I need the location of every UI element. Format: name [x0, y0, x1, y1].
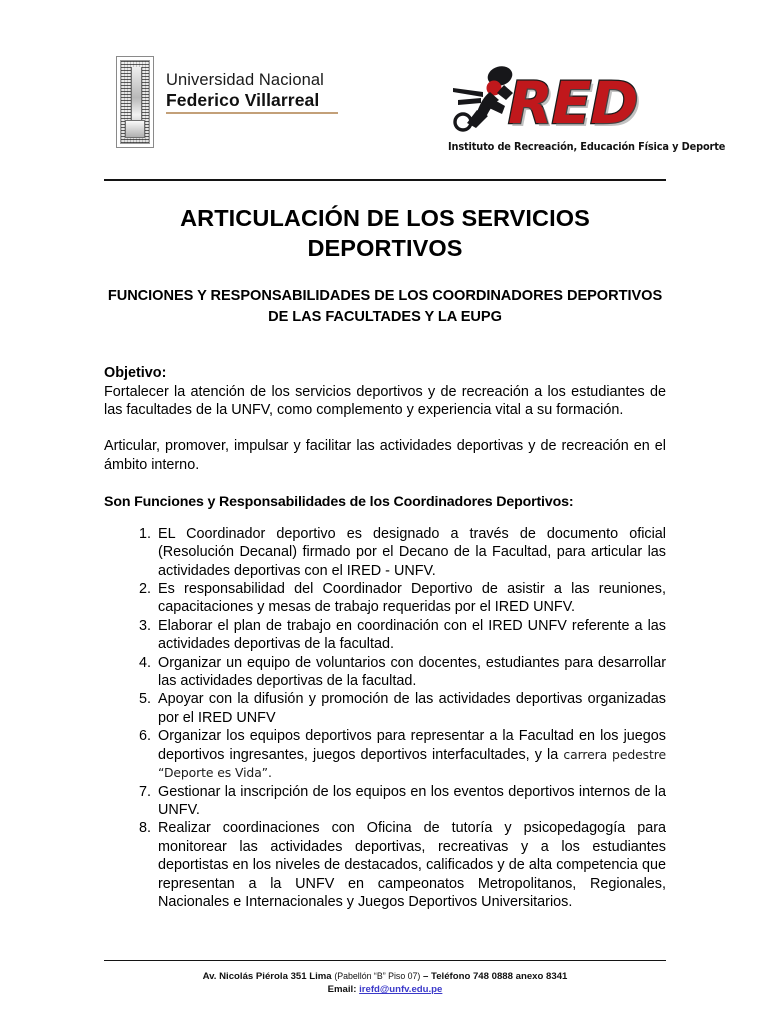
document-header: [104, 52, 726, 170]
list-item: [158, 727, 666, 782]
footer-email-line: [104, 983, 666, 996]
list-item: Elaborar el plan de trabajo en coordinación con el IRED UNFV referente a las actividades deportivas de la facultad.: [158, 617, 666, 653]
list-heading: Son Funciones y Responsabilidades de los Coordinadores Deportivos:: [104, 494, 574, 511]
university-name-line1: Universidad Nacional: [166, 71, 324, 89]
paragraph-spacer: [104, 419, 666, 437]
unfv-crest-icon: [116, 56, 154, 148]
footer-address-part2: – Teléfono 748 0888 anexo 8341: [420, 971, 568, 982]
list-item: Gestionar la inscripción de los equipos en los eventos deportivos internos de la UNFV.: [158, 783, 666, 818]
list-item: Es responsabilidad del Coordinador Deportivo de asistir a las reuniones, capacitaciones y mesas de trabajo requeridas por el IRED UNFV.: [158, 581, 666, 616]
list-item: EL Coordinador deportivo es designado a través de documento oficial (Resolución Decanal) firmado por el Decano de la Facultad, para articular las actividades deportivas con el IRED - UNFV.: [158, 525, 666, 579]
unfv-logo-text: [166, 56, 338, 114]
ired-logo: [448, 58, 726, 166]
page-subtitle: FUNCIONES Y RESPONSABILIDADES DE LOS COORDINADORES DEPORTIVOS DE LAS FACULTADES Y LA EUPG: [107, 288, 663, 325]
footer-address-building: (Pabellón “B” Piso 07): [334, 971, 421, 981]
ired-tagline: Instituto de Recreación, Educación Física y Deporte: [448, 142, 726, 153]
footer-divider: [104, 960, 666, 961]
list-item-text: Organizar los equipos deportivos para representar a la Facultad en los juegos deportivos ingresantes, juegos deportivos interfacultades, y la: [158, 728, 666, 763]
page-title: ARTICULACIÓN DE LOS SERVICIOS DEPORTIVOS: [180, 205, 590, 261]
document-footer: [104, 970, 666, 996]
objective-paragraph: Fortalecer la atención de los servicios deportivos y de recreación a los estudiantes de las facultades de la UNFV, como complemento y experiencia vital a su formación.: [104, 383, 666, 418]
responsibilities-list: [104, 525, 666, 912]
footer-address: [104, 970, 666, 983]
footer-email-link[interactable]: irefd@unfv.edu.pe: [359, 984, 443, 996]
unfv-underline: [166, 112, 338, 114]
list-item: Apoyar con la difusión y promoción de las actividades deportivas organizadas por el IRED UNFV: [158, 691, 666, 726]
second-paragraph: Articular, promover, impulsar y facilitar las actividades deportivas y de recreación en el ámbito interno.: [104, 438, 666, 473]
unfv-logo: [116, 56, 338, 148]
footer-email-label: Email:: [327, 984, 360, 996]
header-divider: [104, 179, 666, 181]
document-body: [104, 364, 666, 911]
footer-address-part1: Av. Nicolás Piérola 351 Lima: [202, 971, 335, 982]
list-item: Realizar coordinaciones con Oficina de tutoría y psicopedagogía para monitorear las actividades deportivas, recreativas y a los estudiantes deportistas en los niveles de destacados, calificados y de alta competencia que representan a la UNFV en campeonatos Metropolitanos, Regionales, Nacionales e Internacionales y Juegos Deportivos Universitarios.: [158, 820, 666, 910]
list-item: Organizar un equipo de voluntarios con docentes, estudiantes para desarrollar las actividades deportivas de la facultad.: [158, 654, 666, 690]
list-item-quoted-text: carrera pedestre “Deporte es Vida”.: [158, 746, 666, 781]
objective-label: Objetivo:: [104, 365, 167, 381]
ired-wordmark: RED: [508, 69, 638, 137]
university-name-line2: Federico Villarreal: [166, 90, 320, 110]
